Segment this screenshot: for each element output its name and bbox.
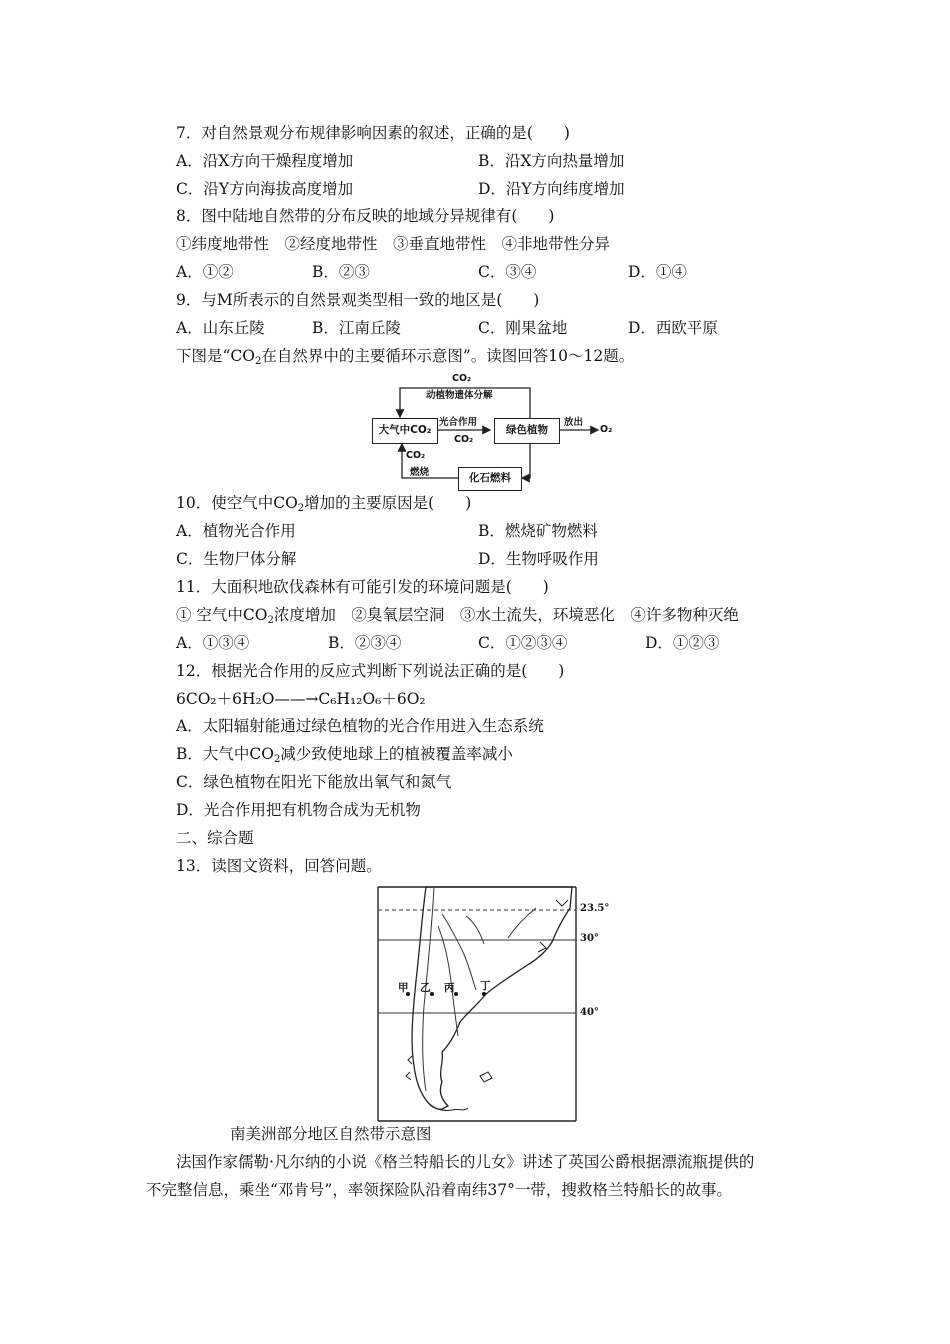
map-label-bing: 丙: [444, 982, 455, 994]
map-caption: 南美洲部分地区自然带示意图: [230, 1125, 432, 1143]
q12-option-a: A．太阳辐射能通过绿色植物的光合作用进入生态系统: [176, 717, 544, 735]
atmosphere-co2-box: 大气中CO₂: [372, 418, 438, 444]
q12-equation: 6CO₂＋6H₂O——→C₆H₁₂O₆＋6O₂: [176, 690, 426, 708]
q7-option-c: C．沿Y方向海拔高度增加: [176, 180, 354, 198]
q7-stem: 7．对自然景观分布规律影响因素的叙述，正确的是( ): [176, 124, 570, 142]
q8-items: ①纬度地带性 ②经度地带性 ③垂直地带性 ④非地带性分异: [176, 235, 611, 253]
diagram-mid-co2-label: CO₂: [454, 434, 474, 445]
q10-option-c: C．生物尸体分解: [176, 550, 297, 568]
section-heading: 二、综合题: [176, 829, 254, 847]
q12-option-c: C．绿色植物在阳光下能放出氧气和氮气: [176, 773, 452, 791]
q8-option-a: A．①②: [176, 263, 234, 281]
q8-option-c: C．③④: [478, 263, 537, 281]
q10-option-b: B．燃烧矿物燃料: [478, 522, 598, 540]
q10-option-a: A．植物光合作用: [176, 522, 296, 540]
south-america-map: [376, 886, 610, 1122]
map-label-yi: 乙: [420, 982, 431, 994]
diagram-low-co2-label: CO₂: [406, 450, 426, 461]
q8-option-b: B．②③: [312, 263, 370, 281]
map-label-jia: 甲: [398, 982, 409, 994]
q11-option-a: A．①③④: [176, 634, 250, 652]
diagram-decompose-label: 动植物遗体分解: [426, 390, 493, 401]
green-plants-box: 绿色植物: [494, 418, 560, 444]
q11-option-c: C．①②③④: [478, 634, 568, 652]
intro-10-12: 下图是“$CO_2$在自然界中的主要循环示意图”。读图回答10～12题。: [176, 347, 635, 367]
map-lat-40: 40°: [580, 1007, 599, 1018]
co2-cycle-diagram: [340, 370, 620, 492]
fossil-fuel-box: 化石燃料: [458, 467, 522, 491]
map-lat-23-5: 23.5°: [580, 903, 610, 914]
q11-stem: 11．大面积地砍伐森林有可能引发的环境问题是( ): [176, 578, 549, 596]
q10-stem: 10．使空气中$CO_2$增加的主要原因是( ): [176, 494, 472, 514]
diagram-release-label: 放出: [564, 417, 584, 428]
map-lat-30: 30°: [580, 933, 599, 944]
map-drawing: [376, 886, 610, 1122]
q9-stem: 9．与M所表示的自然景观类型相一致的地区是( ): [176, 291, 540, 309]
q11-option-d: D．①②③: [645, 634, 720, 652]
q7-option-b: B．沿X方向热量增加: [478, 152, 625, 170]
q7-option-d: D．沿Y方向纬度增加: [478, 180, 625, 198]
q12-option-b: B．大气中$CO_2$减少致使地球上的植被覆盖率减小: [176, 745, 513, 765]
q9-option-c: C．刚果盆地: [478, 319, 568, 337]
diagram-burning-label: 燃烧: [410, 467, 430, 478]
q13-paragraph-line-1: 法国作家儒勒·凡尔纳的小说《格兰特船长的儿女》讲述了英国公爵根据漂流瓶提供的: [176, 1153, 755, 1171]
q10-option-d: D．生物呼吸作用: [478, 550, 599, 568]
q9-option-b: B．江南丘陵: [312, 319, 401, 337]
q7-option-a: A．沿X方向干燥程度增加: [176, 152, 354, 170]
q9-option-d: D．西欧平原: [628, 319, 718, 337]
q8-option-d: D．①④: [628, 263, 687, 281]
diagram-o2-label: O₂: [600, 424, 613, 435]
q11-option-b: B．②③④: [328, 634, 402, 652]
diagram-photosynthesis-label: 光合作用: [439, 417, 478, 428]
q13-paragraph-line-2: 不完整信息，乘坐“邓肯号”，率领探险队沿着南纬37°一带，搜救格兰特船长的故事。: [146, 1181, 732, 1199]
q11-items: ① 空气中$CO_2$浓度增加 ②臭氧层空洞 ③水土流失，环境恶化 ④许多物种灭绝: [176, 606, 739, 626]
q12-option-d: D．光合作用把有机物合成为无机物: [176, 801, 421, 819]
q8-stem: 8．图中陆地自然带的分布反映的地域分异规律有( ): [176, 207, 555, 225]
q12-stem: 12．根据光合作用的反应式判断下列说法正确的是( ): [176, 662, 565, 680]
q13-stem: 13．读图文资料，回答问题。: [176, 857, 382, 875]
map-label-ding: 丁: [480, 980, 491, 992]
diagram-top-co2-label: CO₂: [452, 373, 472, 384]
q9-option-a: A．山东丘陵: [176, 319, 265, 337]
